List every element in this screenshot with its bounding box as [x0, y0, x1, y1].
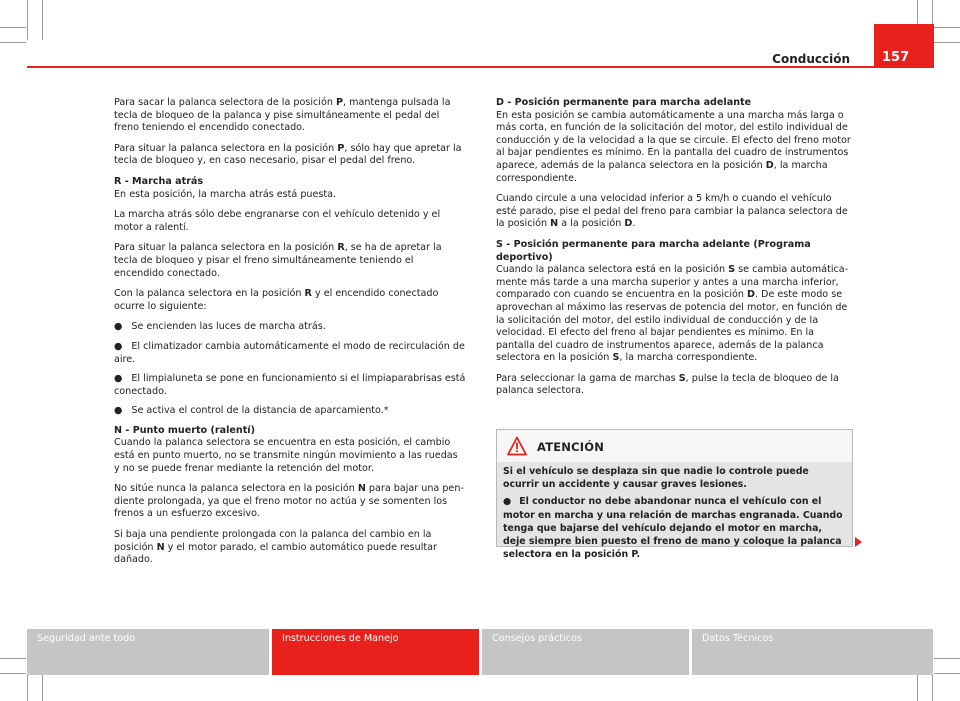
list-item: ● El climatizador cambia automáticamente el modo de recirculación de aire. — [114, 340, 465, 365]
paragraph: Con la palanca selectora en la posición R y el encendido conectado ocurre lo siguiente: — [114, 288, 439, 312]
bullet-icon: ● — [503, 496, 512, 508]
paragraph: Para situar la palanca selectora en la posición R, se ha de apretar la tecla de bloqueo y pisar el freno simultáneamente teniendo el encendido conectado. — [114, 242, 442, 279]
list-item: ● El limpialuneta se pone en funcionamiento si el limpiaparabrisas está conectado. — [114, 373, 466, 397]
paragraph: En esta posición se cambia automáticamente a una marcha más larga o más corta, en función de la solicitación del motor, del estilo individual de conducción y de la velocidad a la que se circule. El efecto del freno motor al bajar pendientes es mínimo. En la pantalla del cuadro de instrumentos aparece, además de la palanca selectora en la posición D, la marcha correspondiente. — [496, 109, 851, 184]
footer-tab-safety[interactable]: Seguridad ante todo — [27, 629, 269, 675]
paragraph: Cuando la palanca selectora se encuentra en esta posición, el cambio está en punto muerto, no se transmite ningún movimiento a las ruedas y no se puede frenar mediante la retención del motor. — [114, 437, 458, 474]
left-column — [114, 97, 466, 575]
bullet-icon: ● — [114, 321, 123, 333]
right-column — [496, 97, 852, 406]
paragraph: Cuando circule a una velocidad inferior a 5 km/h o cuando el vehículo esté parado, pise el pedal del freno para cambiar la palanca selectora de la posición N a la posición D. — [496, 193, 848, 230]
footer-tab-instructions[interactable]: Instrucciones de Manejo — [272, 629, 479, 675]
crop-mark — [934, 42, 960, 43]
crop-mark — [27, 0, 28, 40]
page-number: 157 — [882, 50, 910, 65]
paragraph: Para sacar la palanca selectora de la posición P, mantenga pulsada la tecla de bloqueo de la palanca y pise simultáneamente el pedal del freno teniendo el encendido conectado. — [114, 97, 451, 134]
continue-arrow-icon — [855, 537, 862, 547]
warning-header — [497, 430, 852, 462]
footer-tab-tips[interactable]: Consejos prácticos — [482, 629, 689, 675]
page-number-box — [874, 24, 934, 68]
section-heading-s: S - Posición permanente para marcha adelante (Programa deportivo) — [496, 238, 811, 263]
paragraph: No sitúe nunca la palanca selectora en la posición N para bajar una pendiente prolongada, ya que el freno motor no actúa y se somenten los frenos a un esfuerzo excesivo. — [114, 483, 464, 520]
footer-tab-technical-data[interactable]: Datos Técnicos — [692, 629, 933, 675]
paragraph: Para seleccionar la gama de marchas S, pulse la tecla de bloqueo de la palanca selectora. — [496, 372, 839, 397]
page-title: Conducción — [772, 52, 850, 66]
list-item: ● Se activa el control de la distancia de aparcamiento.* — [114, 405, 389, 417]
bullet-icon: ● — [114, 405, 123, 417]
warning-icon — [507, 436, 527, 456]
warning-list-item: ● El conductor no debe abandonar nunca el vehículo con el motor en marcha y una relación de marchas engranada. Cuando tenga que bajarse del vehículo dejando el motor en marcha, deje siempre bien puesto el freno de mano y coloque la palanca selectora en la posición P. — [503, 496, 843, 561]
crop-mark — [0, 673, 26, 674]
crop-mark — [42, 0, 43, 40]
warning-box — [496, 429, 853, 561]
crop-mark — [0, 658, 26, 659]
section-heading-n: N - Punto muerto (ralentí) — [114, 424, 255, 436]
crop-mark — [0, 42, 26, 43]
paragraph: Cuando la palanca selectora está en la posición S se cambia automáticamente más tarde a una marcha superior y antes a una marcha inferior, comparado con cuando se encuentra en la posición D. De este modo se aprovechan al máximo las reservas de potencia del motor, en función de la solicitación del motor, del estilo individual de conducción y de la velocidad. El efecto del freno al bajar pendientes es mínimo. En la pantalla del cuadro de instrumentos aparece, además de la palanca selectora en la posición S, la marcha correspondiente. — [496, 264, 849, 364]
list-item: ● Se encienden las luces de marcha atrás. — [114, 321, 326, 333]
bullet-icon: ● — [114, 340, 123, 352]
crop-mark — [934, 658, 960, 659]
paragraph: En esta posición, la marcha atrás está puesta. — [114, 188, 337, 200]
crop-mark — [0, 27, 26, 28]
section-heading-r: R - Marcha atrás — [114, 175, 204, 187]
paragraph: Para situar la palanca selectora en la posición P, sólo hay que apretar la tecla de bloqueo y, en caso necesario, pisar el pedal del freno. — [114, 142, 462, 167]
bullet-icon: ● — [114, 373, 123, 385]
warning-body — [497, 462, 852, 561]
warning-text: Si el vehículo se desplaza sin que nadie lo controle puede ocurrir un accidente y causar graves lesiones. — [503, 466, 809, 491]
section-heading-d: D - Posición permanente para marcha adelante — [496, 97, 752, 108]
paragraph: Si baja una pendiente prolongada con la palanca del cambio en la posición N y el motor parado, el cambio automático puede resultar dañado. — [114, 529, 438, 566]
crop-mark — [934, 27, 960, 28]
warning-title: ATENCIÓN — [537, 440, 605, 454]
crop-mark — [934, 673, 960, 674]
paragraph: La marcha atrás sólo debe engranarse con el vehículo detenido y el motor a ralentí. — [114, 209, 441, 233]
header-rule — [27, 66, 933, 68]
